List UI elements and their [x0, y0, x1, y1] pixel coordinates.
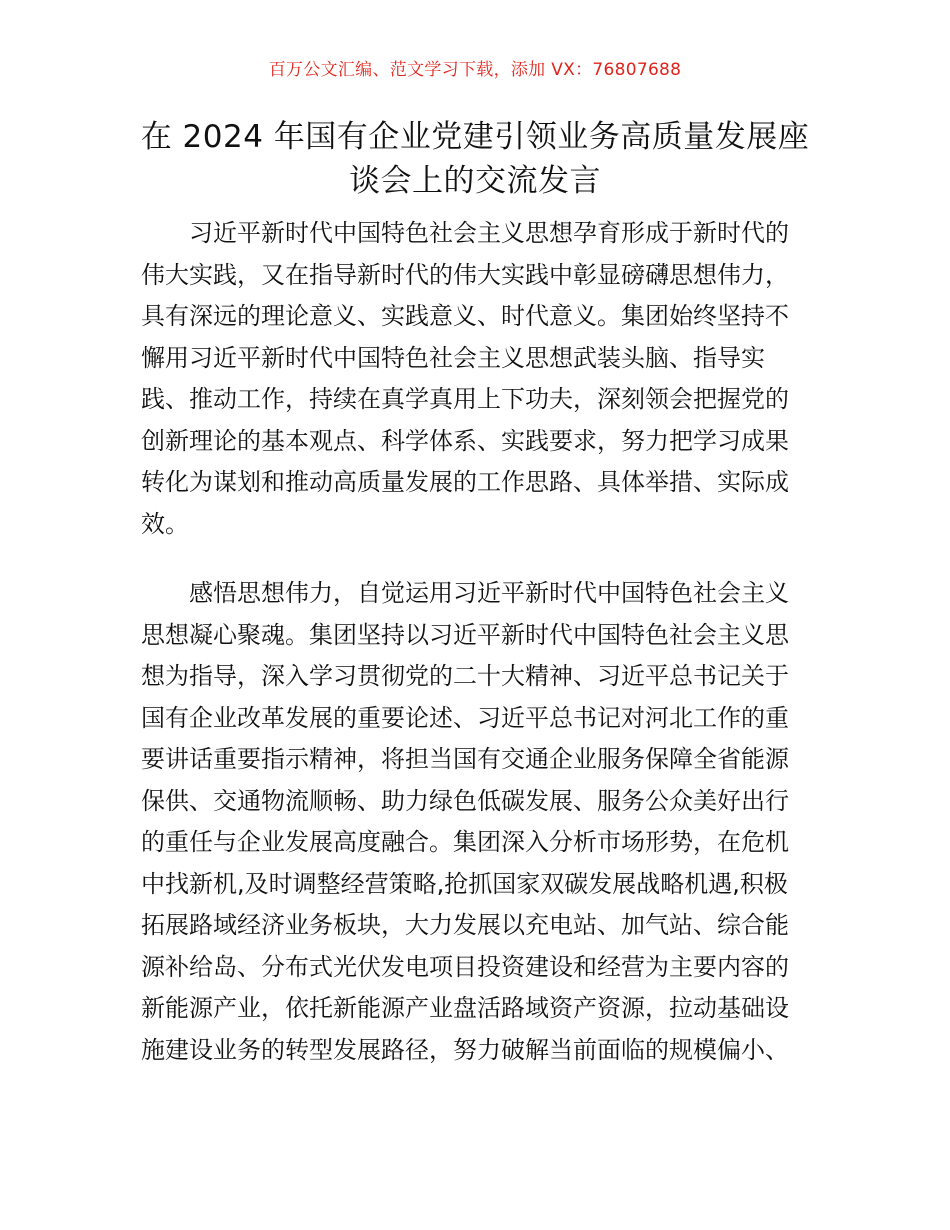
title-line-1: 在 2024 年国有企业党建引领业务高质量发展座	[140, 119, 810, 155]
title-line-2: 谈会上的交流发言	[349, 163, 601, 199]
header-banner: 百万公文汇编、范文学习下载，添加 VX：76807688	[268, 60, 682, 80]
body-paragraph-2-block	[141, 573, 811, 1071]
body-paragraph: 习近平新时代中国特色社会主义思想孕育形成于新时代的伟大实践，又在指导新时代的伟大实践中彰显磅礴思想伟力，具有深远的理论意义、实践意义、时代意义。集团始终坚持不懈用习近平新时代中国特色社会主义思想武装头脑、指导实践、推动工作，持续在真学真用上下功夫，深刻领会把握党的创新理论的基本观点、科学体系、实践要求，努力把学习成果转化为谋划和推动高质量发展的工作思路、具体举措、实际成效。	[141, 219, 789, 538]
body-paragraph: 感悟思想伟力，自觉运用习近平新时代中国特色社会主义思想凝心聚魂。集团坚持以习近平新时代中国特色社会主义思想为指导，深入学习贯彻党的二十大精神、习近平总书记关于国有企业改革发展的重要论述、习近平总书记对河北工作的重要讲话重要指示精神，将担当国有交通企业服务保障全省能源保供、交通物流顺畅、助力绿色低碳发展、服务公众美好出行的重任与企业发展高度融合。集团深入分析市场形势，在危机中找新机,及时调整经营策略,抢抓国家双碳发展战略机遇,积极拓展路域经济业务板块，大力发展以充电站、加气站、综合能源补给岛、分布式光伏发电项目投资建设和经营为主要内容的新能源产业，依托新能源产业盘活路域资产资源，拉动基础设施建设业务的转型发展路径，努力破解当前面临的规模偏小、	[141, 579, 789, 1064]
document-title	[120, 115, 830, 203]
body-paragraph-1-block	[141, 213, 811, 545]
